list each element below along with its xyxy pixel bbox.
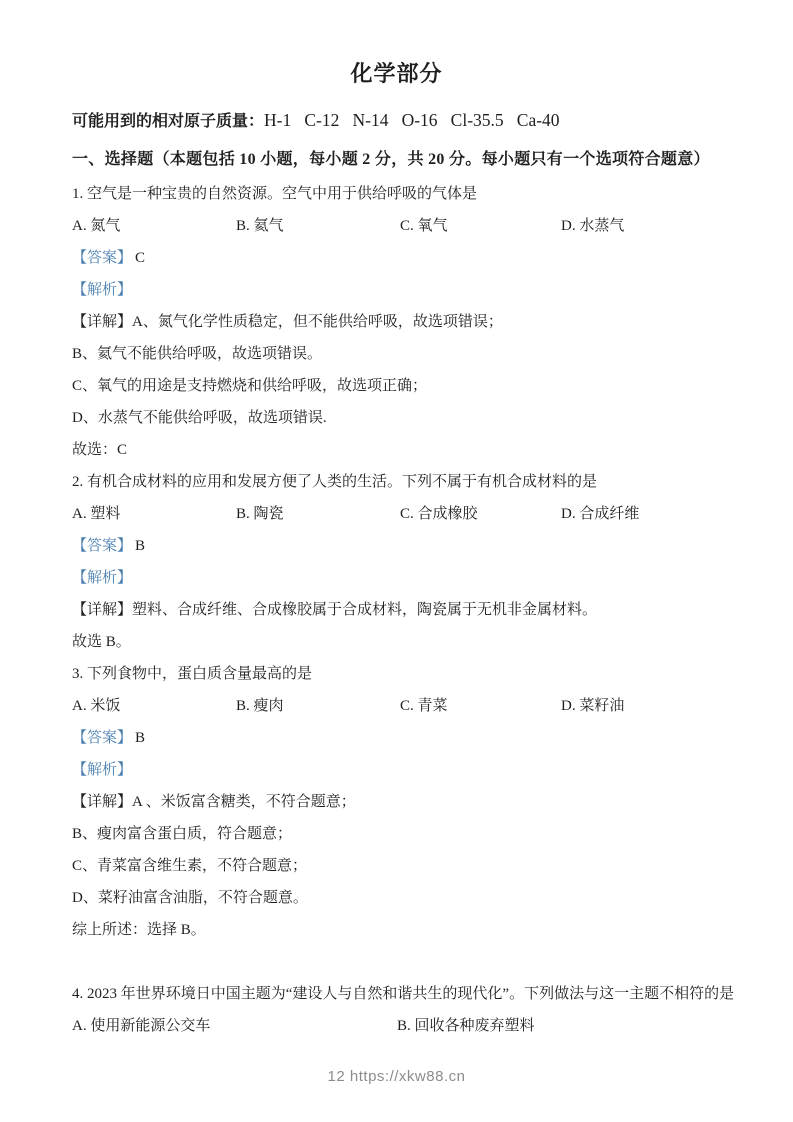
question-3-text: 3. 下列食物中，蛋白质含量最高的是 xyxy=(72,666,313,682)
question-1-analysis-line xyxy=(72,282,743,298)
answer-value: B xyxy=(135,538,146,554)
atomic-mass-label: 可能用到的相对原子质量： xyxy=(72,113,265,130)
question-2-options xyxy=(72,506,743,522)
question-4-text: 4. 2023 年世界环境日中国主题为“建设人与自然和谐共生的现代化”。下列做法与这一主题不相符的是 xyxy=(72,986,735,1002)
question-3-detail-a: 【详解】A 、米饭富含糖类，不符合题意； xyxy=(72,794,356,810)
question-1-text: 1. 空气是一种宝贵的自然资源。空气中用于供给呼吸的气体是 xyxy=(72,186,478,202)
question-1-options xyxy=(72,218,743,234)
question-3-analysis-line xyxy=(72,762,743,778)
question-1-detail-a: 【详解】A、氮气化学性质稳定，但不能供给呼吸，故选项错误； xyxy=(72,314,503,330)
answer-label: 【答案】 xyxy=(72,538,133,554)
question-3-detail-b: B、瘦肉富含蛋白质，符合题意； xyxy=(72,826,293,842)
question-2-analysis-line xyxy=(72,570,743,586)
option-a: A. 塑料 xyxy=(72,506,121,522)
option-b: B. 瘦肉 xyxy=(236,698,284,714)
analysis-label: 【解析】 xyxy=(72,762,133,778)
question-2-detail: 【详解】塑料、合成纤维、合成橡胶属于合成材料，陶瓷属于无机非金属材料。 xyxy=(72,602,598,618)
option-a: A. 氮气 xyxy=(72,218,121,234)
question-3-detail-c: C、青菜富含维生素，不符合题意； xyxy=(72,858,308,874)
question-3-options xyxy=(72,698,743,714)
question-3-conclusion: 综上所述：选择 B。 xyxy=(72,922,206,938)
option-d: D. 水蒸气 xyxy=(561,218,625,234)
option-c: C. 青菜 xyxy=(400,698,448,714)
page-title: 化学部分 xyxy=(350,61,443,86)
question-2-conclusion: 故选 B。 xyxy=(72,634,131,650)
option-b: B. 陶瓷 xyxy=(236,506,284,522)
option-d: D. 合成纤维 xyxy=(561,506,640,522)
question-3 xyxy=(72,666,743,938)
option-a: A. 米饭 xyxy=(72,698,121,714)
answer-label: 【答案】 xyxy=(72,730,133,746)
option-b: B. 回收各种废弃塑料 xyxy=(397,1018,535,1034)
question-2-answer-line xyxy=(72,538,743,554)
question-1 xyxy=(72,186,743,458)
question-1-detail-b: B、氦气不能供给呼吸，故选项错误。 xyxy=(72,346,323,362)
atomic-mass-values: H-1 C-12 N-14 O-16 Cl-35.5 Ca-40 xyxy=(264,110,560,130)
atomic-mass-line xyxy=(72,108,743,134)
question-3-answer-line xyxy=(72,730,743,746)
answer-value: B xyxy=(135,730,146,746)
answer-value: C xyxy=(135,250,146,266)
document-content xyxy=(72,108,743,1034)
question-4 xyxy=(72,986,743,1034)
question-1-detail-d: D、水蒸气不能供给呼吸，故选项错误. xyxy=(72,410,327,426)
footer-page-watermark: 12 https://xkw88.cn xyxy=(327,1068,466,1085)
answer-label: 【答案】 xyxy=(72,250,133,266)
question-2-text: 2. 有机合成材料的应用和发展方便了人类的生活。下列不属于有机合成材料的是 xyxy=(72,474,598,490)
question-1-answer-line xyxy=(72,250,743,266)
question-1-conclusion: 故选：C xyxy=(72,442,128,458)
option-d: D. 菜籽油 xyxy=(561,698,625,714)
option-c: C. 氧气 xyxy=(400,218,448,234)
question-4-options xyxy=(72,1018,743,1034)
question-3-detail-d: D、菜籽油富含油脂，不符合题意。 xyxy=(72,890,308,906)
option-a: A. 使用新能源公交车 xyxy=(72,1018,211,1034)
question-1-detail-c: C、氧气的用途是支持燃烧和供给呼吸，故选项正确； xyxy=(72,378,428,394)
option-b: B. 氦气 xyxy=(236,218,284,234)
option-c: C. 合成橡胶 xyxy=(400,506,478,522)
analysis-label: 【解析】 xyxy=(72,570,133,586)
question-2 xyxy=(72,474,743,650)
analysis-label: 【解析】 xyxy=(72,282,133,298)
section-heading: 一、选择题（本题包括 10 小题，每小题 2 分，共 20 分。每小题只有一个选项符合题意） xyxy=(72,151,710,168)
